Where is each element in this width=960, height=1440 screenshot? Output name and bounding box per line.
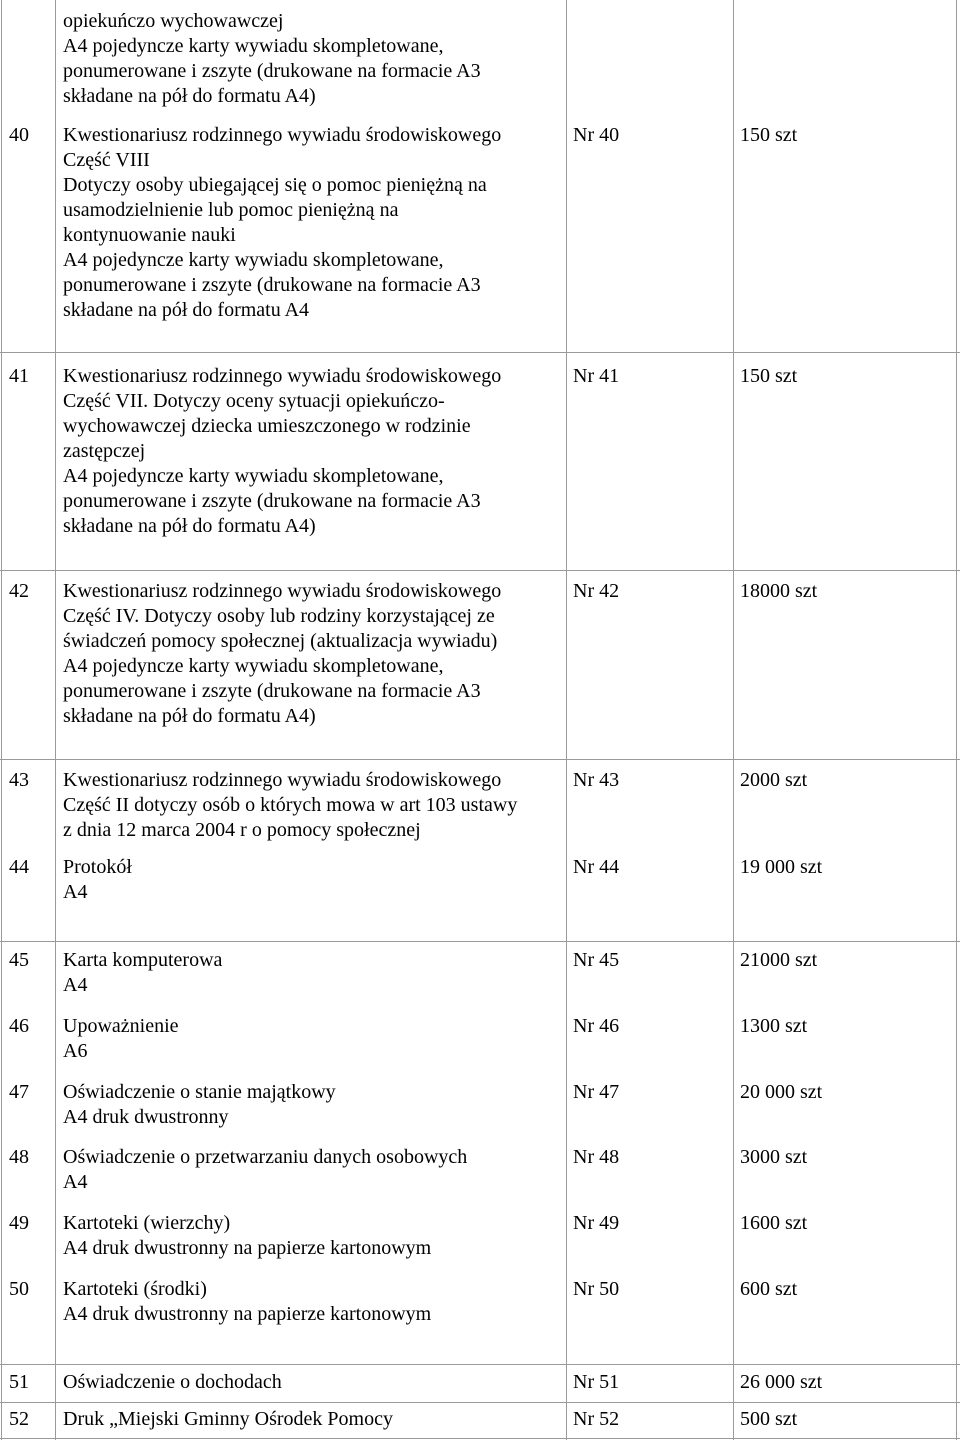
row-rule <box>0 941 960 942</box>
quantity: 3000 szt <box>740 1146 808 1168</box>
description-line: Część IV. Dotyczy osoby lub rodziny korzystającej ze <box>63 605 495 627</box>
description-line: A6 <box>63 1040 88 1062</box>
column-rule <box>55 0 56 1440</box>
form-number: Nr 46 <box>573 1015 620 1037</box>
description-line: Kartoteki (wierzchy) <box>63 1212 231 1234</box>
row-number: 46 <box>9 1015 29 1037</box>
form-number: Nr 40 <box>573 124 620 146</box>
form-number: Nr 50 <box>573 1278 620 1300</box>
quantity: 150 szt <box>740 124 798 146</box>
description-line: A4 pojedyncze karty wywiadu skompletowane, <box>63 35 444 57</box>
row-rule <box>0 570 960 571</box>
description-line: usamodzielnienie lub pomoc pieniężną na <box>63 199 399 221</box>
table-row-description <box>63 1211 431 1261</box>
quantity: 150 szt <box>740 365 798 387</box>
row-number: 40 <box>9 124 29 146</box>
description-line: Oświadczenie o przetwarzaniu danych osobowych <box>63 1146 468 1168</box>
form-number: Nr 48 <box>573 1146 620 1168</box>
description-line: ponumerowane i zszyte (drukowane na formacie A3 <box>63 490 481 512</box>
row-number: 47 <box>9 1081 29 1103</box>
description-line: Upoważnienie <box>63 1015 179 1037</box>
quantity: 500 szt <box>740 1408 798 1430</box>
description-line: Protokół <box>63 856 132 878</box>
description-line: składane na pół do formatu A4 <box>63 299 310 321</box>
row-number: 42 <box>9 580 29 602</box>
description-line: A4 pojedyncze karty wywiadu skompletowane, <box>63 655 444 677</box>
form-number: Nr 45 <box>573 949 620 971</box>
description-line: z dnia 12 marca 2004 r o pomocy społecznej <box>63 819 421 841</box>
row-rule <box>0 1364 960 1365</box>
quantity: 18000 szt <box>740 580 818 602</box>
description-line: A4 pojedyncze karty wywiadu skompletowane, <box>63 249 444 271</box>
description-line: zastępczej <box>63 440 146 462</box>
description-line: ponumerowane i zszyte (drukowane na formacie A3 <box>63 680 481 702</box>
table-row-description <box>63 579 501 729</box>
row-rule <box>0 352 960 353</box>
row-number: 51 <box>9 1371 29 1393</box>
column-rule <box>566 0 567 1440</box>
table-row-description <box>63 9 481 109</box>
table-row-description <box>63 948 222 998</box>
description-line: Część VII. Dotyczy oceny sytuacji opiekuńczo- <box>63 390 445 412</box>
description-line: składane na pół do formatu A4) <box>63 85 316 107</box>
description-line: A4 druk dwustronny na papierze kartonowym <box>63 1237 432 1259</box>
quantity: 1300 szt <box>740 1015 808 1037</box>
quantity: 19 000 szt <box>740 856 823 878</box>
description-line: A4 <box>63 1171 88 1193</box>
form-number: Nr 44 <box>573 856 620 878</box>
row-number: 52 <box>9 1408 29 1430</box>
table-row-description <box>63 1014 179 1064</box>
row-number: 44 <box>9 856 29 878</box>
description-line: składane na pół do formatu A4) <box>63 705 316 727</box>
quantity: 600 szt <box>740 1278 798 1300</box>
form-number: Nr 49 <box>573 1212 620 1234</box>
table-row-description <box>63 1145 467 1195</box>
description-line: składane na pół do formatu A4) <box>63 515 316 537</box>
description-line: A4 druk dwustronny <box>63 1106 229 1128</box>
table-row-description <box>63 768 517 843</box>
form-number: Nr 47 <box>573 1081 620 1103</box>
quantity: 2000 szt <box>740 769 808 791</box>
table-row-description <box>63 1277 431 1327</box>
description-line: Oświadczenie o stanie majątkowy <box>63 1081 336 1103</box>
row-rule <box>0 1438 960 1439</box>
description-line: Druk „Miejski Gminny Ośrodek Pomocy <box>63 1408 393 1430</box>
row-number: 41 <box>9 365 29 387</box>
row-rule <box>0 759 960 760</box>
description-line: Dotyczy osoby ubiegającej się o pomoc pieniężną na <box>63 174 487 196</box>
quantity: 26 000 szt <box>740 1371 823 1393</box>
table-row-description <box>63 1080 336 1130</box>
description-line: ponumerowane i zszyte (drukowane na formacie A3 <box>63 274 481 296</box>
quantity: 20 000 szt <box>740 1081 823 1103</box>
row-number: 50 <box>9 1278 29 1300</box>
column-rule <box>1 0 2 1440</box>
row-number: 48 <box>9 1146 29 1168</box>
quantity: 1600 szt <box>740 1212 808 1234</box>
row-number: 49 <box>9 1212 29 1234</box>
row-number: 45 <box>9 949 29 971</box>
description-line: Karta komputerowa <box>63 949 223 971</box>
form-number: Nr 52 <box>573 1408 620 1430</box>
description-line: wychowawczej dziecka umieszczonego w rodzinie <box>63 415 471 437</box>
form-number: Nr 51 <box>573 1371 620 1393</box>
description-line: Część VIII <box>63 149 150 171</box>
description-line: Kwestionariusz rodzinnego wywiadu środowiskowego <box>63 365 502 387</box>
description-line: Kwestionariusz rodzinnego wywiadu środowiskowego <box>63 769 502 791</box>
row-number: 43 <box>9 769 29 791</box>
description-line: A4 druk dwustronny na papierze kartonowym <box>63 1303 432 1325</box>
table-row-description <box>63 1370 282 1395</box>
column-rule <box>733 0 734 1440</box>
description-line: Kwestionariusz rodzinnego wywiadu środowiskowego <box>63 580 502 602</box>
table-row-description <box>63 1407 393 1432</box>
description-line: Część II dotyczy osób o których mowa w art 103 ustawy <box>63 794 518 816</box>
description-line: Oświadczenie o dochodach <box>63 1371 282 1393</box>
description-line: A4 <box>63 881 88 903</box>
form-number: Nr 42 <box>573 580 620 602</box>
quantity: 21000 szt <box>740 949 818 971</box>
description-line: ponumerowane i zszyte (drukowane na formacie A3 <box>63 60 481 82</box>
column-rule <box>956 0 957 1440</box>
form-number: Nr 41 <box>573 365 620 387</box>
description-line: opiekuńczo wychowawczej <box>63 10 284 32</box>
description-line: kontynuowanie nauki <box>63 224 236 246</box>
description-line: Kwestionariusz rodzinnego wywiadu środowiskowego <box>63 124 502 146</box>
table-row-description <box>63 855 132 905</box>
table-row-description <box>63 364 501 539</box>
row-rule <box>0 1402 960 1403</box>
description-line: Kartoteki (środki) <box>63 1278 207 1300</box>
description-line: A4 <box>63 974 88 996</box>
description-line: świadczeń pomocy społecznej (aktualizacja wywiadu) <box>63 630 498 652</box>
form-number: Nr 43 <box>573 769 620 791</box>
table-row-description <box>63 123 501 323</box>
description-line: A4 pojedyncze karty wywiadu skompletowane, <box>63 465 444 487</box>
